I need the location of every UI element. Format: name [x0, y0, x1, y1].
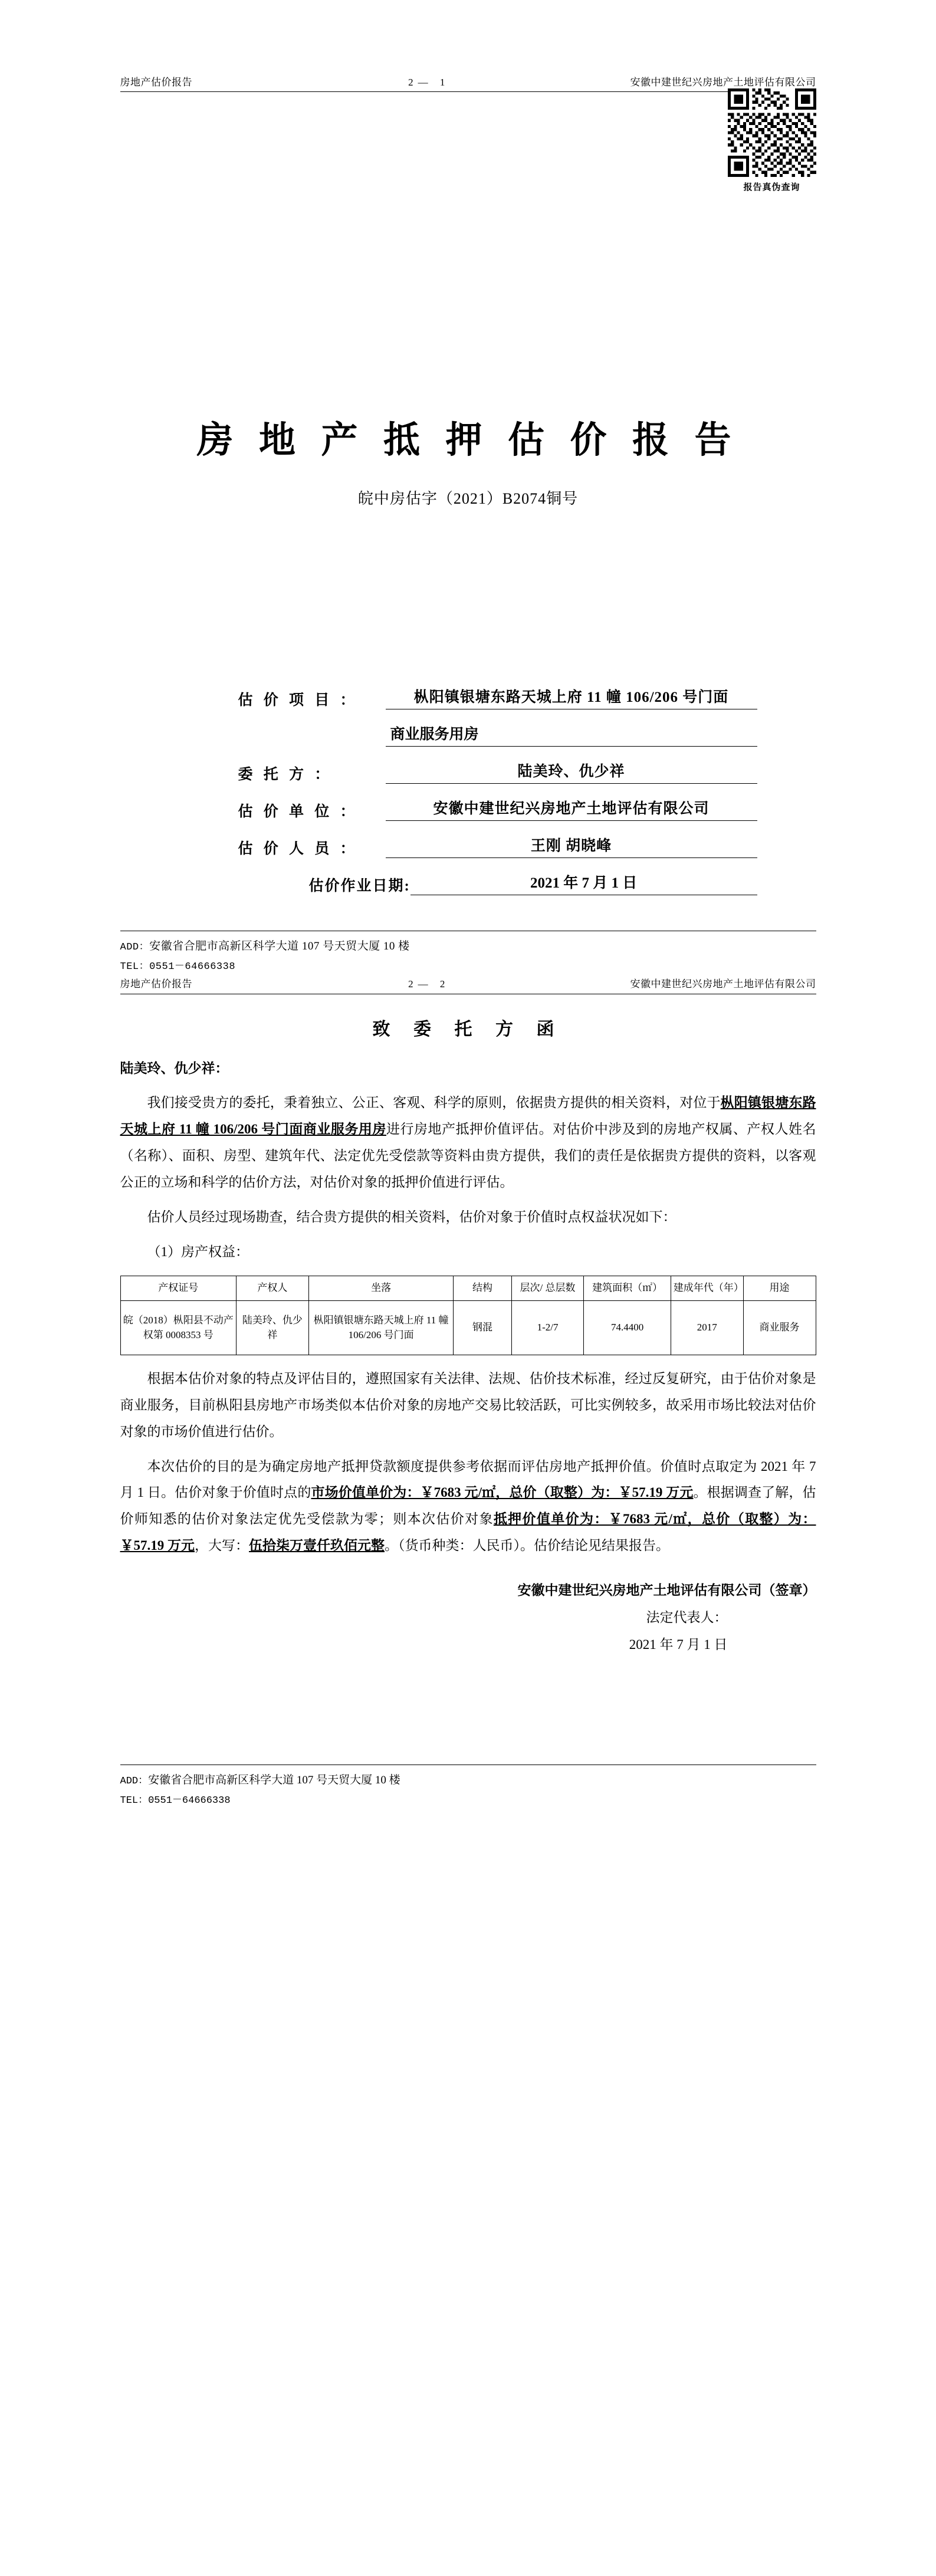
- footer-tel-value: 0551－64666338: [148, 1795, 231, 1806]
- cover-field-appraisers: [238, 834, 757, 858]
- cover-field-spacer: [238, 722, 386, 747]
- cover-field-project-label: 估 价 项 目 ：: [238, 692, 359, 709]
- cover-field-company-label: 估 价 单 位 ：: [238, 804, 359, 820]
- header2-right-company: 安徽中建世纪兴房地产土地评估有限公司: [630, 978, 816, 990]
- body-p5-amount-in-words: 伍拾柒万壹仟玖佰元整: [249, 1538, 385, 1553]
- header-left-text: 房地产估价报告: [120, 77, 192, 88]
- table-header-area: 建筑面积（㎡）: [584, 1276, 671, 1301]
- letter-section: [120, 1014, 816, 1658]
- table-header-structure: 结构: [454, 1276, 511, 1301]
- body-p5-part-g: 。（货币种类：人民币）。估价结论见结果报告。: [385, 1538, 669, 1553]
- signature-date: 2021 年 7 月 1 日: [629, 1637, 728, 1652]
- letter-salutation: 陆美玲、仇少祥：: [120, 1060, 229, 1076]
- cover-field-project-value2: 商业服务用房: [386, 722, 757, 747]
- header2-left-text: 房地产估价报告: [120, 978, 192, 990]
- body-p5-part-e: ，大写：: [195, 1538, 249, 1553]
- cell-location: 枞阳镇银塘东路天城上府 11 幢 106/206 号门面: [308, 1301, 454, 1355]
- qr-code-icon: [728, 88, 816, 177]
- letter-p1-part-a: 我们接受贵方的委托，秉着独立、公正、客观、科学的原则，依据贵方提供的相关资料，对位于: [147, 1095, 721, 1110]
- bottom-spacer: [120, 1658, 816, 1694]
- cover-field-project: [238, 685, 757, 709]
- cover-field-date-label: 估价作业日期:: [308, 878, 410, 895]
- body-p5-part-a: 本次估价的目的是为确定房地产抵押贷款额度提供参考依据而评估房地产抵押价值。价值时点取定为 2021 年 7 月 1 日。估价对象于价值时点的: [120, 1458, 816, 1500]
- cover-field-date: [238, 871, 757, 895]
- table-row: [120, 1301, 816, 1355]
- page-title: 房 地 产 抵 押 估 价 报 告: [196, 420, 740, 461]
- tel-label: TEL：: [120, 961, 150, 973]
- page-content: [120, 0, 816, 1810]
- signature-legal-rep: 法定代表人：: [646, 1610, 728, 1625]
- footer-tel-label: TEL：: [120, 1795, 149, 1806]
- table-header-row: [120, 1276, 816, 1301]
- signature-company: 安徽中建世纪兴房地产土地评估有限公司（签章）: [517, 1583, 816, 1598]
- table-header-floor: 层次/ 总层数: [511, 1276, 584, 1301]
- footer-address-line: [120, 1771, 816, 1790]
- footer-address-block: [120, 1765, 816, 1810]
- cell-usage: 商业服务: [743, 1301, 816, 1355]
- cover-address-block: [120, 931, 816, 976]
- body-paragraph-4: 根据本估价对象的特点及评估目的，遵照国家有关法律、法规、估价技术标准，经过反复研究，由于估价对象是商业服务，目前枞阳县房地产市场类似本估价对象的房地产交易比较活跃，可比实例较多，故采用市场比较法对估价对象的市场价值进行估价。: [120, 1371, 816, 1439]
- table-header-usage: 用途: [743, 1276, 816, 1301]
- cover-field-project-value: 枞阳镇银塘东路天城上府 11 幢 106/206 号门面: [386, 685, 757, 709]
- cover-field-company-value: 安徽中建世纪兴房地产土地评估有限公司: [386, 797, 757, 821]
- signature-block: [120, 1577, 816, 1658]
- body-p5-part-c: 。根据调查了解，估价师知悉的估价对象法定优先受偿款为零；则本次估价对象: [120, 1485, 816, 1527]
- footer-address-label: ADD：: [120, 1776, 149, 1788]
- header-page-number: 2— 1: [408, 77, 450, 88]
- body-p5-mortgage-value: 抵押价值单价为：￥7683 元/㎡，总价（取整）为：￥57.19 万元: [120, 1512, 816, 1553]
- cover-address-line: [120, 937, 816, 957]
- body-paragraph-5: [120, 1454, 816, 1559]
- letter-p1-subject: 枞阳镇银塘东路天城上府 11 幢 106/206 号门面商业服务用房: [120, 1095, 816, 1137]
- table-header-cert: 产权证号: [120, 1276, 236, 1301]
- header-right-company: 安徽中建世纪兴房地产土地评估有限公司: [630, 77, 816, 88]
- cell-year: 2017: [671, 1301, 743, 1355]
- cover-field-client-label: 委 托 方 ：: [238, 767, 333, 783]
- table-header-location: 坐落: [308, 1276, 454, 1301]
- cell-floor: 1-2/7: [511, 1301, 584, 1355]
- cover-field-client-value: 陆美玲、仇少祥: [386, 760, 757, 784]
- cover-field-appraisers-label: 估 价 人 员 ：: [238, 841, 359, 857]
- address-value: 安徽省合肥市高新区科学大道 107 号天贸大厦 10 楼: [149, 940, 410, 953]
- cover-field-appraisers-value: 王刚 胡晓峰: [386, 834, 757, 858]
- cell-structure: 钢混: [454, 1301, 511, 1355]
- qr-caption: 报告真伪查询: [743, 183, 800, 192]
- letter-title: 致 委 托 方 函: [372, 1019, 564, 1039]
- cover-field-company: [238, 797, 757, 821]
- body-p5-market-value: 市场价值单价为：￥7683 元/㎡，总价（取整）为：￥57.19 万元: [311, 1485, 694, 1500]
- letter-paragraph-3: （1）房产权益：: [147, 1244, 249, 1259]
- cell-cert: 皖（2018）枞阳县不动产权第 0008353 号: [120, 1301, 236, 1355]
- footer-tel-line: [120, 1790, 816, 1810]
- tel-value: 0551－64666338: [149, 961, 236, 973]
- cell-owner: 陆美玲、仇少祥: [236, 1301, 308, 1355]
- running-header-2: [120, 978, 816, 994]
- cover-field-client: [238, 760, 757, 784]
- letter-paragraph-1: [120, 1090, 816, 1195]
- table-header-owner: 产权人: [236, 1276, 308, 1301]
- cover-field-date-value: 2021 年 7 月 1 日: [410, 871, 757, 895]
- report-number: 皖中房估字（2021）B2074铜号: [357, 490, 579, 508]
- cover-tel-line: [120, 957, 816, 976]
- cell-area: 74.4400: [584, 1301, 671, 1355]
- letter-p1-part-c: 进行房地产抵押价值评估。对估价中涉及到的房地产权属、产权人姓名（名称）、面积、房型、建筑年代、法定优先受偿款等资料由贵方提供，我们的责任是依据贵方提供的资料，以客观公正的立场和科学的估价方法，对估价对象的抵押价值进行评估。: [120, 1122, 816, 1190]
- table-header-year: 建成年代（年）: [671, 1276, 743, 1301]
- property-rights-table: [120, 1276, 816, 1355]
- qr-code-block: [728, 88, 816, 193]
- address-label: ADD：: [120, 942, 150, 954]
- running-header: [120, 77, 816, 92]
- cover-field-list: [120, 685, 816, 895]
- header2-page-number: 2— 2: [408, 978, 450, 990]
- letter-paragraph-2: 估价人员经过现场勘查，结合贵方提供的相关资料，估价对象于价值时点权益状况如下：: [147, 1209, 676, 1224]
- cover-field-project-line2: [238, 722, 757, 747]
- footer-address-value: 安徽省合肥市高新区科学大道 107 号天贸大厦 10 楼: [148, 1774, 400, 1787]
